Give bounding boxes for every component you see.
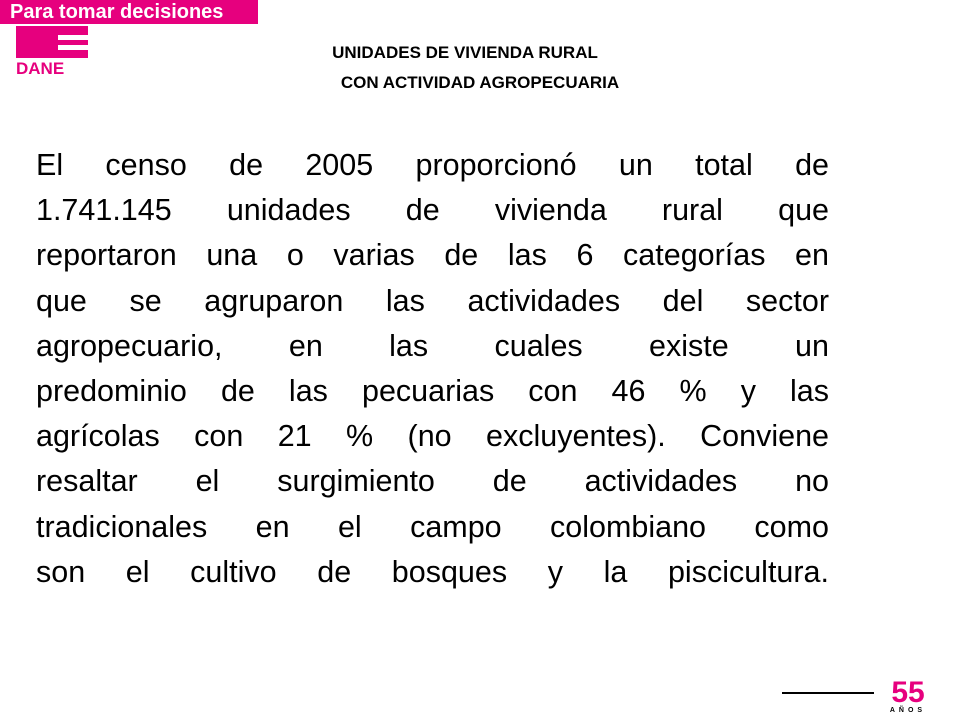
anniversary-word: AÑOS (889, 707, 927, 714)
page-title-line2: CON ACTIVIDAD AGROPECUARIA (340, 73, 620, 92)
page-title-line1: UNIDADES DE VIVIENDA RURAL (332, 43, 598, 62)
paragraph-line: agropecuario, en las cuales existe un (36, 328, 829, 363)
paragraph-line: 1.741.145 unidades de vivienda rural que (36, 193, 829, 228)
anniversary-logo (878, 678, 938, 714)
paragraph-line: resaltar el surgimiento de actividades no (36, 464, 829, 499)
paragraph-line: agrícolas con 21 % (no excluyentes). Conviene (36, 419, 829, 454)
paragraph-line: son el cultivo de bosques y la piscicultura. (36, 554, 829, 589)
footer-divider (782, 692, 874, 694)
body-paragraph (36, 143, 829, 595)
anniversary-number: 55 (891, 678, 925, 709)
paragraph-line: tradicionales en el campo colombiano como (36, 509, 829, 544)
logo-text: DANE (16, 59, 65, 76)
tagline-banner: Para tomar decisiones (0, 0, 258, 24)
paragraph-line: que se agruparon las actividades del sector (36, 283, 829, 318)
paragraph-line: predominio de las pecuarias con 46 % y las (36, 374, 829, 409)
paragraph-line: reportaron una o varias de las 6 categorías en (36, 238, 829, 273)
paragraph-line: El censo de 2005 proporcionó un total de (36, 148, 829, 182)
